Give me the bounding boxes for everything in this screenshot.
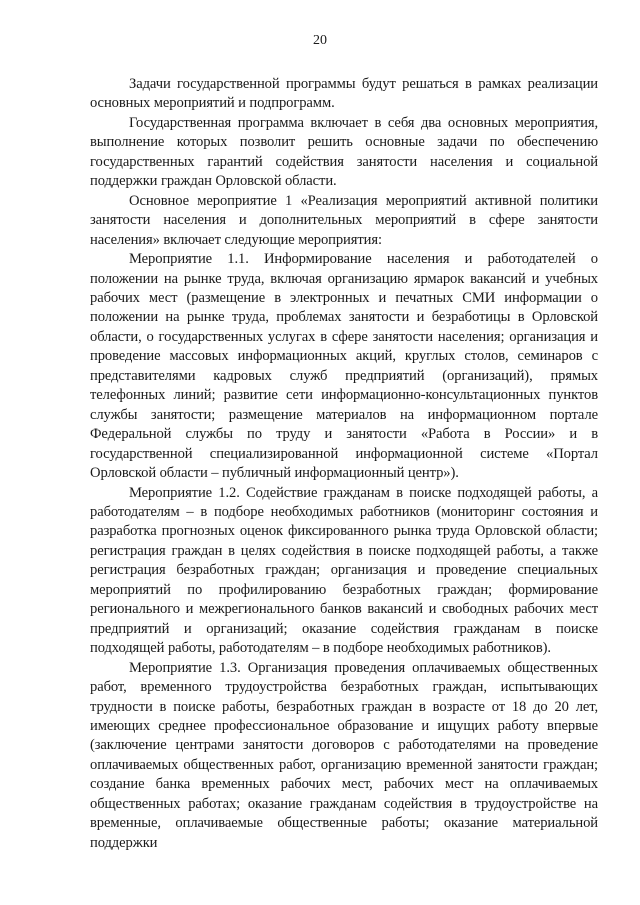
page-number: 20 bbox=[313, 33, 327, 48]
paragraph-activity-1-3: Мероприятие 1.3. Организация проведения оплачиваемых общественных работ, временного трудоустройства безработных граждан, испытывающих трудности в поиске работы, безработных граждан в возрасте от 18 до 20 лет, имеющих среднее профессиональное образование и ищущих работу впервые (заключение центрами занятости договоров с работодателями на проведение оплачиваемых общественных работ, организацию временной занятости граждан; создание банка временных рабочих мест, рабочих мест на оплачиваемых общественных работах; оказание гражданам содействия в трудоустройстве на временные, оплачиваемые общественные работы; оказание материальной поддержки bbox=[90, 659, 598, 851]
body-text bbox=[90, 75, 598, 853]
paragraph-activity-1-1: Мероприятие 1.1. Информирование населения и работодателей о положении на рынке труда, включая организацию ярмарок вакансий и учебных рабочих мест (размещение в электронных и печатных СМИ информации о положении на рынке труда, проблемах занятости и безработицы в Орловской области, о государственных услугах в сфере занятости населения; организация и проведение массовых информационных акций, круглых столов, семинаров с представителями кадровых служб предприятий (организаций), прямых телефонных линий; развитие сети информационно-консультационных пунктов службы занятости; размещение материалов на информационном портале Федеральной службы по труду и занятости «Работа в России» и в государственной специализированной информационной системе «Портал Орловской области – публичный информационный центр»). bbox=[90, 251, 598, 482]
paragraph-main-activity-1: Основное мероприятие 1 «Реализация мероприятий активной политики занятости населения и дополнительных мероприятий в сфере занятости населения» включает следующие мероприятия: bbox=[90, 192, 598, 248]
paragraph-tasks: Задачи государственной программы будут решаться в рамках реализации основных мероприятий и подпрограмм. bbox=[90, 76, 598, 112]
paragraph-program-overview: Государственная программа включает в себя два основных мероприятия, выполнение которых позволит решить основные задачи по обеспечению государственных гарантий содействия занятости населения и социальной поддержки граждан Орловской области. bbox=[90, 114, 598, 190]
paragraph-activity-1-2: Мероприятие 1.2. Содействие гражданам в поиске подходящей работы, а работодателям – в подборе необходимых работников (мониторинг состояния и разработка прогнозных оценок фиксированного рынка труда Орловской области; регистрация граждан в целях содействия в поиске подходящей работы, а также регистрация безработных граждан; организация и проведение специальных мероприятий по профилированию безработных граждан; формирование регионального и межрегионального банков вакансий и свободных рабочих мест предприятий и организаций; оказание содействия гражданам в поиске подходящей работы, работодателям – в подборе необходимых работников). bbox=[90, 484, 598, 657]
